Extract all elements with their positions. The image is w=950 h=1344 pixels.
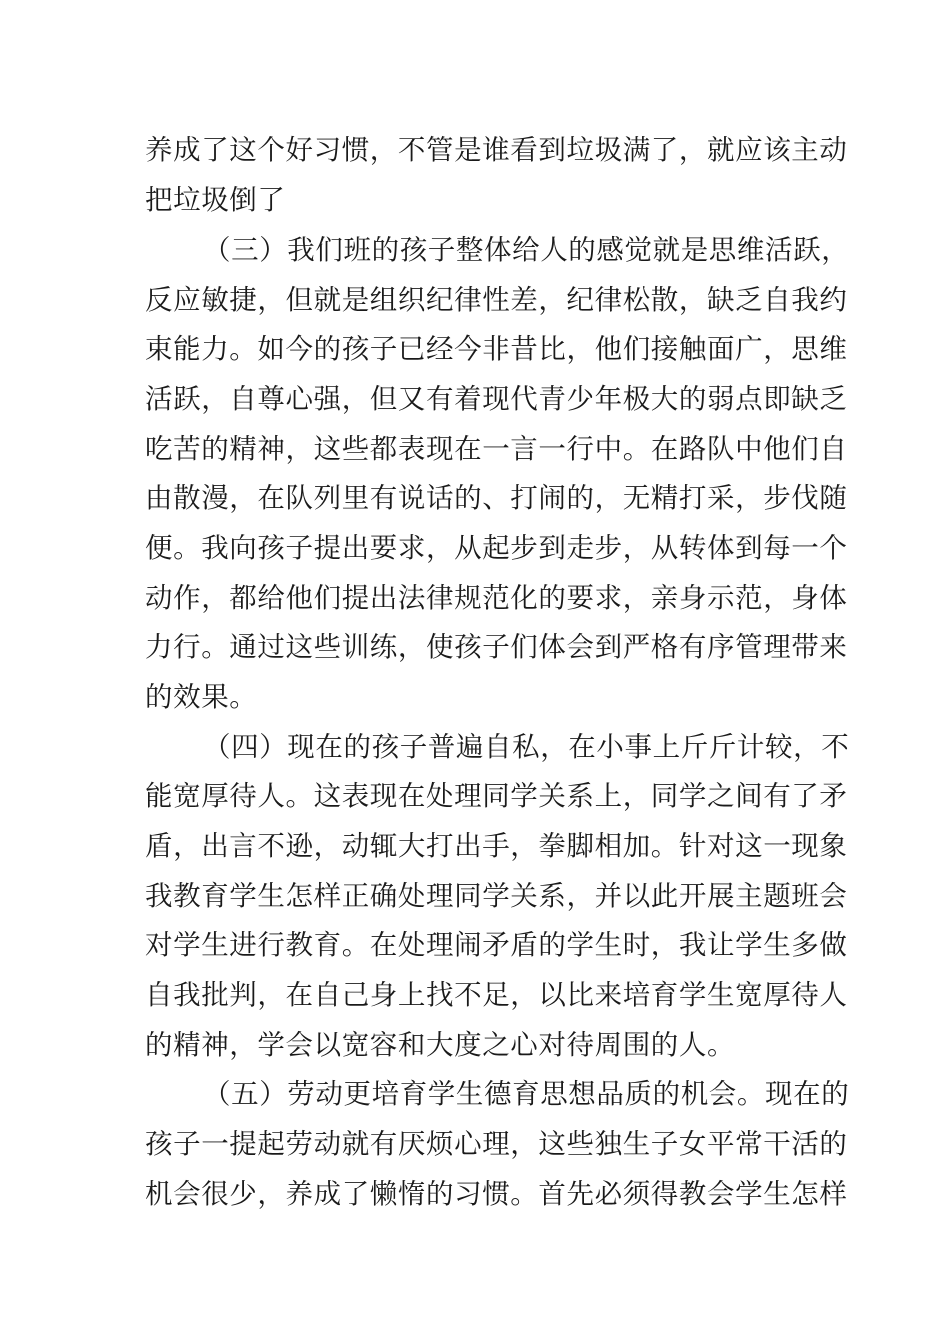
paragraph-five-first-line: （五）劳动更培育学生德育思想品质的机会。现在的 <box>203 1078 850 1110</box>
paragraph-four-first-line: （四）现在的孩子普遍自私，在小事上斤斤计较，不 <box>203 731 850 763</box>
text-line: 对学生进行教育。在处理闹矛盾的学生时，我让学生多做 <box>145 929 848 961</box>
text-line: 把垃圾倒了 <box>145 184 286 216</box>
text-line: 反应敏捷，但就是组织纪律性差，纪律松散，缺乏自我约 <box>145 284 848 316</box>
text-line: 机会很少，养成了懒惰的习惯。首先必须得教会学生怎样 <box>145 1178 848 1210</box>
text-line: 能宽厚待人。这表现在处理同学关系上，同学之间有了矛 <box>145 780 848 812</box>
text-line: 束能力。如今的孩子已经今非昔比，他们接触面广，思维 <box>145 333 848 365</box>
text-line: 动作，都给他们提出法律规范化的要求，亲身示范，身体 <box>145 582 848 614</box>
text-line: 我教育学生怎样正确处理同学关系，并以此开展主题班会 <box>145 880 848 912</box>
text-line: 孩子一提起劳动就有厌烦心理，这些独生子女平常干活的 <box>145 1128 848 1160</box>
text-line: 力行。通过这些训练，使孩子们体会到严格有序管理带来 <box>145 631 848 663</box>
paragraph-three-first-line: （三）我们班的孩子整体给人的感觉就是思维活跃， <box>203 234 850 266</box>
text-line: 吃苦的精神，这些都表现在一言一行中。在路队中他们自 <box>145 433 848 465</box>
text-line: 活跃，自尊心强，但又有着现代青少年极大的弱点即缺乏 <box>145 383 848 415</box>
text-line: 自我批判，在自己身上找不足，以比来培育学生宽厚待人 <box>145 979 848 1011</box>
text-line: 由散漫，在队列里有说话的、打闹的，无精打采，步伐随 <box>145 482 848 514</box>
text-line: 的效果。 <box>145 681 258 713</box>
text-line: 盾，出言不逊，动辄大打出手，拳脚相加。针对这一现象 <box>145 830 848 862</box>
text-line: 便。我向孩子提出要求，从起步到走步，从转体到每一个 <box>145 532 848 564</box>
text-line: 的精神，学会以宽容和大度之心对待周围的人。 <box>145 1029 736 1061</box>
text-line: 养成了这个好习惯，不管是谁看到垃圾满了，就应该主动 <box>145 134 848 166</box>
